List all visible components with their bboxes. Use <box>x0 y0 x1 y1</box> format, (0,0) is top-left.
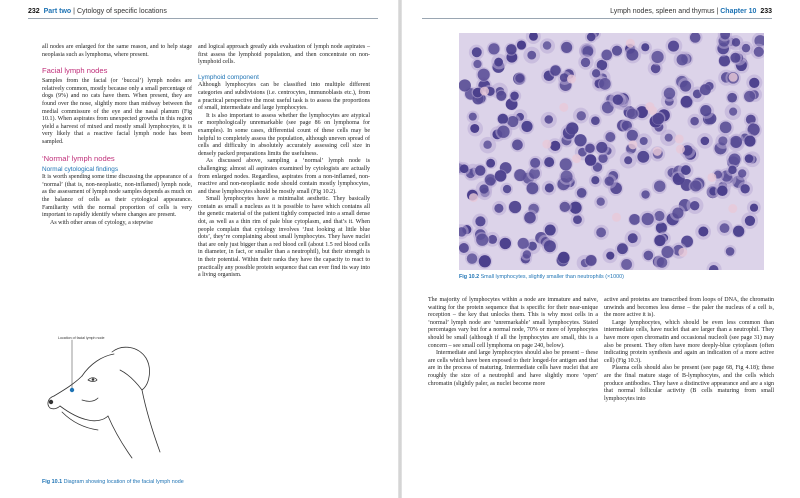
figure-10-1-caption <box>42 479 192 486</box>
right-head-rule <box>422 18 772 19</box>
right-running-title: Lymph nodes, spleen and thymus <box>610 8 715 15</box>
dog-nose-icon <box>49 400 53 404</box>
paragraph: The majority of lymphocytes within a node are immature and naive, waiting for the protein sequence that is specific for their near-unique reception – the key that unlocks them. This is why most cells in a ‘normal’ lymph node are ‘unremarkable’ small lymphocytes. Stated percentages vary but for a normal node, 70% or more of lymphocytes should be small (although if all the lymphocytes are small, this is a concern – see small cell lymphoma on page 240, below). <box>428 297 598 349</box>
part-label: Part two <box>43 8 72 15</box>
subheading-lymphoid-component: Lymphoid component <box>198 73 259 81</box>
paragraph: As with other areas of cytology, a stepwise <box>50 219 153 226</box>
left-column-1 <box>42 44 192 227</box>
lymphocyte-micrograph-image <box>459 33 764 270</box>
paragraph: Samples from the facial (or ‘buccal’) lymph nodes are relatively common, mostly because only a small percentage of dogs (9%) and no cats have them. When present, they are found over the nose, slightly more than midway between the medial commissure of the eye and the nasal planum (Fig 10.1). When aspirates from unexpected growths in this region yield a harvest of mixed and mostly small lymphocytes, it is very likely that a reactive facial lymph node has been sampled. <box>42 78 192 145</box>
left-head-rule <box>28 18 378 19</box>
right-column-1 <box>428 297 598 388</box>
heading-normal-lymph-nodes: ‘Normal’ lymph nodes <box>42 153 115 163</box>
caption-text: Diagram showing location of the facial lymph node <box>63 479 184 485</box>
paragraph: It is worth spending some time discussing the appearance of a ‘normal’ (that is, non-neoplastic, non-inflamed) lymph node, as the assessment of lymph node samples depends as much on the balance of cells as their cytological appearance. Familiarity with the normal proportion of cells is very important to rapidly identify where changes are present. <box>42 174 192 219</box>
right-column-2 <box>604 297 774 403</box>
paragraph: Plasma cells should also be present (see page 68, Fig 4.18); these are the final mature stage of B-lymphocytes, and the cells which produce antibodies. They have a distinctive appearance and are a sign that normal follicular activity (B cells maturing from small lymphocytes into <box>604 365 774 402</box>
paragraph: and logical approach greatly aids evaluation of lymph node aspirates – first assess the lymphoid population, and then concentrate on non-lymphoid cells. <box>198 44 370 66</box>
subheading-normal-cytological-findings: Normal cytological findings <box>42 165 119 173</box>
figure-10-2-micrograph <box>459 33 764 270</box>
right-page-number: 233 <box>760 8 772 15</box>
dog-head-illustration <box>42 330 192 470</box>
right-running-head <box>610 8 772 15</box>
figure-inset-label: Location of facial lymph node <box>58 336 105 340</box>
paragraph: Large lymphocytes, which should be even less common than intermediate cells, have nuclei that are larger than a neutrophil. They have more open chromatin and occasional nucleoli (see page 31) may also be present. They often have more deeply-blue cytoplasm (often indicating protein synthesis and again an indication of a more active cell) (Fig 10.3). <box>604 319 774 364</box>
lymph-node-marker-icon <box>70 388 74 392</box>
caption-label: Fig 10.2 <box>459 274 480 280</box>
running-head-separator: | <box>73 8 75 15</box>
paragraph: Intermediate and large lymphocytes should also be present – these are cells which have been exposed to their longed-for antigen and that are in the process of maturing. Intermediate cells have nuclei that are roughly the size of a neutrophil and have slightly more ‘open’ chromatin (slightly paler, as nuclei become more <box>428 350 598 387</box>
figure-10-2-caption <box>459 274 759 281</box>
right-page <box>402 0 800 498</box>
running-head-separator: | <box>716 8 719 15</box>
left-running-head <box>28 8 167 15</box>
caption-label: Fig 10.1 <box>42 479 63 485</box>
left-page <box>0 0 398 498</box>
paragraph: active and proteins are transcribed from loops of DNA, the chromatin unwinds and becomes less dense – the paler the nucleus of a cell is, the more active it is). <box>604 297 774 319</box>
paragraph: Although lymphocytes can be classified into multiple different categories and subdivisions (i.e. centrocytes, immunoblasts etc.), from a practical perspective the most useful task is to assess the proportions of small, intermediate and large lymphocytes. <box>198 82 370 112</box>
dog-eye-icon <box>92 378 95 381</box>
left-running-title: Cytology of specific locations <box>76 8 167 15</box>
paragraph: all nodes are enlarged for the same reason, and to help stage neoplasia such as lymphoma, where present. <box>42 44 192 58</box>
paragraph: Small lymphocytes have a minimalist aesthetic. They basically contain as small a nucleus as it is possible to have which contains all the genetic material of the patient tightly compacted into a small dense dot, as well as a thin rim of pale blue cytoplasm, and that’s it. When people complain that cytology involves ‘Just looking at little blue dots’, they’re complaining about small lymphocytes. They have nuclei that are only just bigger than a red blood cell (about 1.5 red blood cells in diameter, in fact, or smaller than a neutrophil), but their strength is in their potential. Within their ranks they have the capacity to react to practically any possible protein sequence that can ever find its way into a living organism. <box>198 196 370 279</box>
paragraph: It is also important to assess whether the lymphocytes are atypical or morphologically unremarkable (see page 86 on lymphoma for examples). In some cases, differential count of these cells may be helpful to completely assess the population, although uneven spread of cells and difficulty in absolutely accurately assessing cell size in densely packed preparations limits the usefulness. <box>198 112 370 157</box>
figure-10-1-dog-diagram <box>42 330 192 470</box>
chapter-label: Chapter 10 <box>720 8 757 15</box>
left-page-number: 232 <box>28 8 40 15</box>
caption-text: Small lymphocytes, slightly smaller than neutrophils (×1000) <box>480 274 624 280</box>
left-column-2 <box>198 44 370 280</box>
paragraph: As discussed above, sampling a ‘normal’ lymph node is challenging; almost all aspirates examined by cytologists are actually from enlarged nodes. Regardless, aspirates from a non-inflamed, non-reactive and non-neoplastic node should contain mostly lymphocytes, and these lymphocytes should be mostly small (Fig 10.2). <box>198 158 370 195</box>
heading-facial-lymph-nodes: Facial lymph nodes <box>42 66 108 76</box>
